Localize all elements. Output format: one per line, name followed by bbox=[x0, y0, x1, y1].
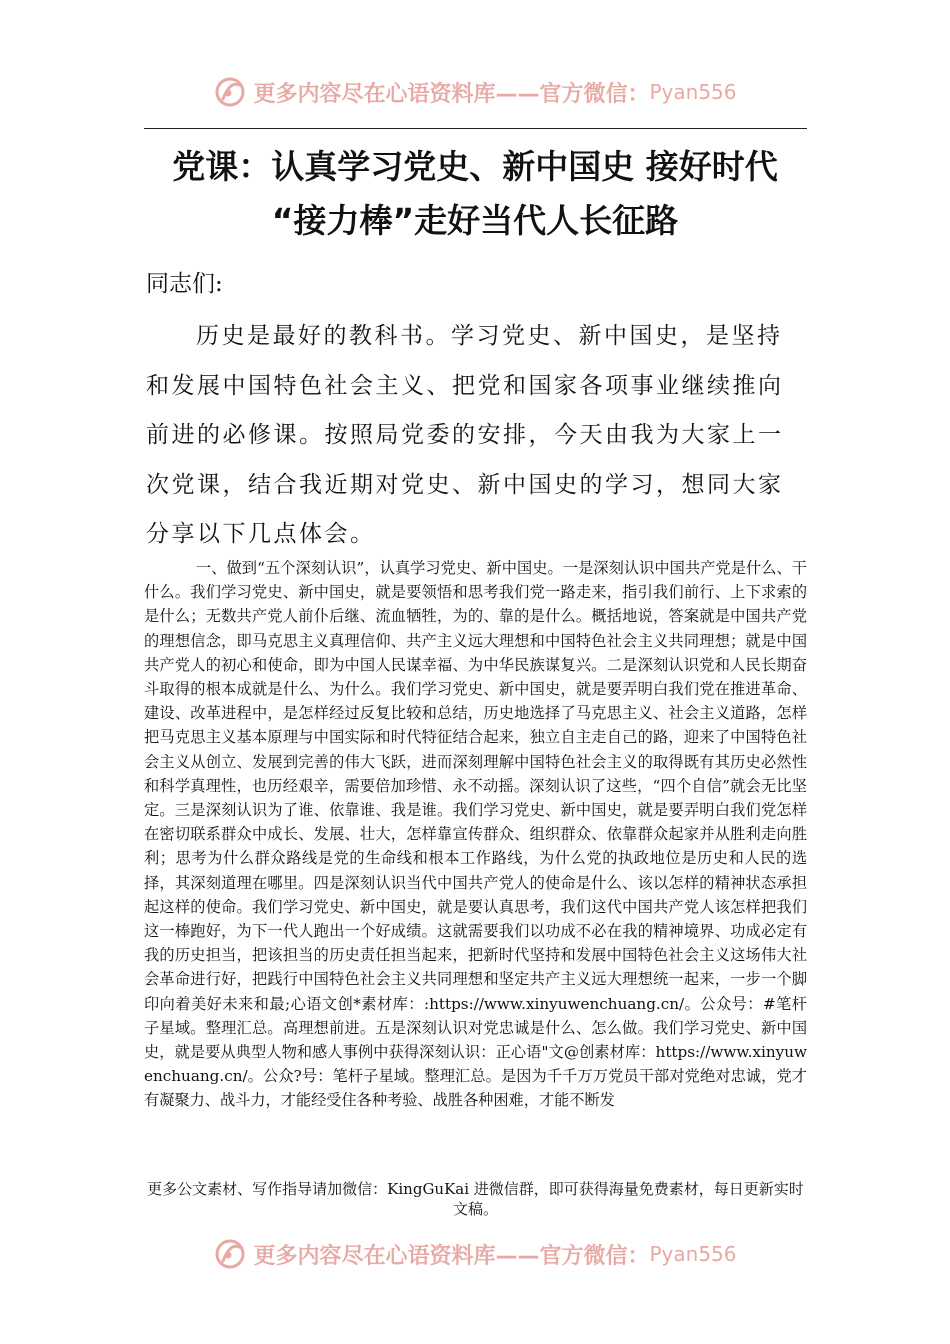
header-divider bbox=[144, 128, 807, 129]
title-line-2: “接力棒”走好当代人长征路 bbox=[271, 201, 679, 240]
watermark-text: 更多内容尽在心语资料库——官方微信： bbox=[253, 81, 650, 107]
title-line-1: 党课：认真学习党史、新中国史 接好时代 bbox=[172, 147, 778, 186]
brand-logo-icon bbox=[213, 75, 247, 109]
watermark-wechat-id: Pyan556 bbox=[649, 80, 737, 104]
watermark-wechat-id: Pyan556 bbox=[649, 1242, 737, 1266]
footer-note: 更多公文素材、写作指导请加微信：KingGuKai 进微信群，即可获得海量免费素材，每日更新实时文稿。 bbox=[147, 1180, 804, 1218]
brand-logo-icon bbox=[213, 1237, 247, 1271]
body-paragraph: 一、做到“五个深刻认识”，认真学习党史、新中国史。一是深刻认识中国共产党是什么、干什么。我们学习党史、新中国史，就是要领悟和思考我们党一路走来，指引我们前行、上下求索的是什么；无数共产党人前仆后继、流血牺牲，为的、靠的是什么。概括地说，答案就是中国共产党的理想信念，即马克思主义真理信仰、共产主义远大理想和中国特色社会主义共同理想；就是中国共产党人的初心和使命，即为中国人民谋幸福、为中华民族谋复兴。二是深刻认识党和人民长期奋斗取得的根本成就是什么、为什么。我们学习党史、新中国史，就是要弄明白我们党在推进革命、建设、改革进程中，是怎样经过反复比较和总结，历史地选择了马克思主义、社会主义道路，怎样把马克思主义基本原理与中国实际和时代特征结合起来，独立自主走自己的路，迎来了中国特色社会主义从创立、发展到完善的伟大飞跃，进而深刻理解中国特色社会主义的取得既有其历史必然性和科学真理性，也历经艰辛，需要倍加珍惜、永不动摇。深刻认识了这些，“四个自信”就会无比坚定。三是深刻认识为了谁、依靠谁、我是谁。我们学习党史、新中国史，就是要弄明白我们党怎样在密切联系群众中成长、发展、壮大，怎样靠宣传群众、组织群众、依靠群众起家并从胜利走向胜利；思考为什么群众路线是党的生命线和根本工作路线，为什么党的执政地位是历史和人民的选择，其深刻道理在哪里。四是深刻认识当代中国共产党人的使命是什么、该以怎样的精神状态承担起这样的使命。我们学习党史、新中国史，就是要认真思考，我们这代中国共产党人该怎样把我们这一棒跑好，为下一代人跑出一个好成绩。这就需要我们以功成不必在我的精神境界、功成必定有我的历史担当，把该担当的历史责任担当起来，把新时代坚持和发展中国特色社会主义这场伟大社会革命进行好，把践行中国特色社会主义共同理想和坚定共产主义远大理想统一起来，一步一个脚印向着美好未来和最;心语文创*素材库：:https://www.xinyuwenchuang.cn/。公众号：#笔杆子星域。整理汇总。高理想前进。五是深刻认识对党忠诚是什么、怎么做。我们学习党史、新中国史，就是要从典型人物和感人事例中获得深刻认识：正心语"文@创素材库：https://www.xinyuwenchuang.cn/。公众?号：笔杆子星域。整理汇总。是因为千千万万党员干部对党绝对忠诚，党才有凝聚力、战斗力，才能经受住各种考验、战胜各种困难，才能不断发 bbox=[144, 559, 807, 1110]
document-title bbox=[100, 140, 850, 248]
watermark-text: 更多内容尽在心语资料库——官方微信： bbox=[253, 1243, 650, 1269]
watermark-header bbox=[0, 70, 950, 114]
watermark-footer bbox=[0, 1232, 950, 1276]
intro-paragraph: 历史是最好的教科书。学习党史、新中国史，是坚持和发展中国特色社会主义、把党和国家各项事业继续推向前进的必修课。按照局党委的安排，今天由我为大家上一次党课，结合我近期对党史、新中国史的学习，想同大家分享以下几点体会。 bbox=[146, 323, 784, 547]
greeting: 同志们: bbox=[146, 271, 223, 297]
